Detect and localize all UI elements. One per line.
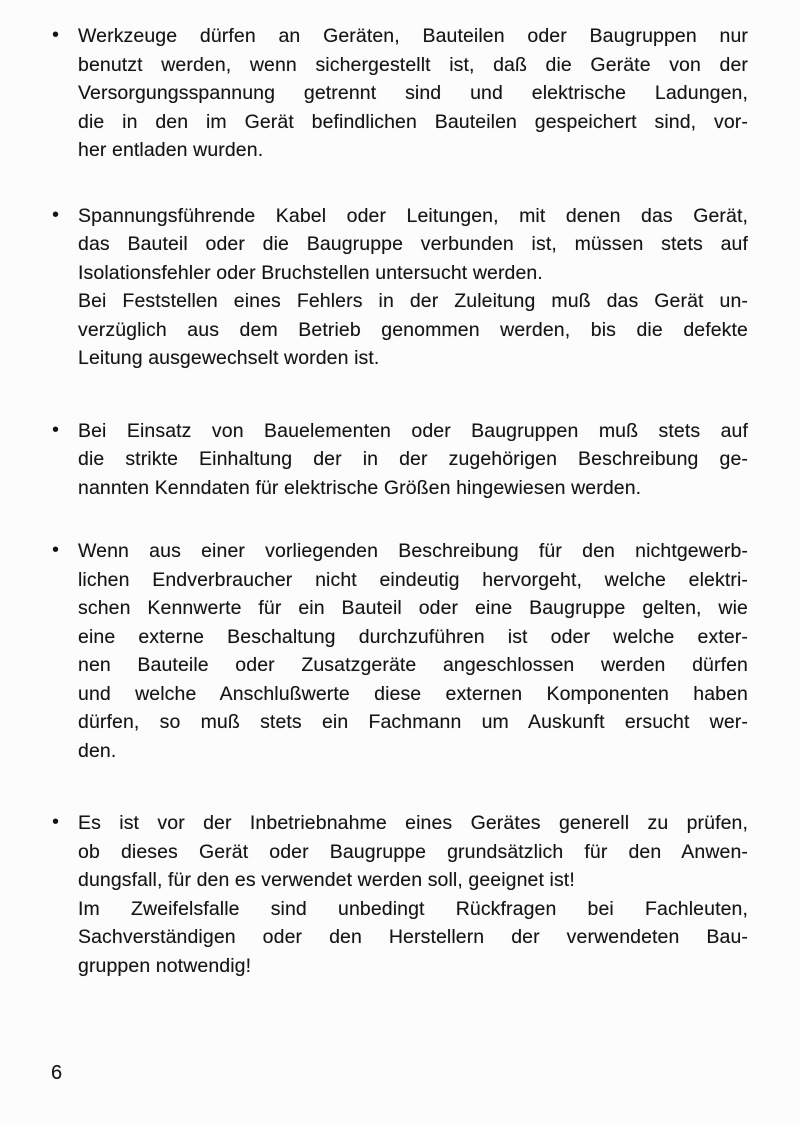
bullet-marker: • xyxy=(52,418,60,441)
text-line: dungsfall, für den es verwendet werden soll, geeignet ist! xyxy=(78,869,575,891)
text-line: Sachverständigen oder den Herstellern der verwendeten Bau- xyxy=(78,926,748,948)
text-line: verzüglich aus dem Betrieb genommen werden, bis die defekte xyxy=(78,318,748,341)
text-line: Versorgungsspannung getrennt sind und elektrische Ladungen, xyxy=(78,82,748,104)
text-line: Es ist vor der Inbetriebnahme eines Gerätes generell zu prüfen, xyxy=(78,812,748,834)
text-line: her entladen wurden. xyxy=(78,139,264,161)
text-line: Im Zweifelsfalle sind unbedingt Rückfragen bei Fachleuten, xyxy=(78,897,748,920)
text-line: die strikte Einhaltung der in der zugehörigen Beschreibung ge- xyxy=(78,448,748,470)
text-line: das Bauteil oder die Baugruppe verbunden ist, müssen stets auf xyxy=(78,233,748,255)
text-line: dürfen, so muß stets ein Fachmann um Auskunft ersucht wer- xyxy=(78,711,748,733)
text-line: Isolationsfehler oder Bruchstellen untersucht werden. xyxy=(78,261,543,284)
text-line: Bei Feststellen eines Fehlers in der Zuleitung muß das Gerät un- xyxy=(78,290,748,312)
bullet-marker: • xyxy=(52,203,60,226)
bullet-item-components xyxy=(52,417,748,503)
text-line: nen Bauteile oder Zusatzgeräte angeschlossen werden dürfen xyxy=(78,654,748,676)
bullet-item-commissioning xyxy=(52,809,748,980)
bullet-marker: • xyxy=(52,539,60,561)
text-line: Leitung ausgewechselt worden ist. xyxy=(78,347,380,369)
text-line: den. xyxy=(78,739,117,762)
page-number: 6 xyxy=(51,1062,63,1084)
text-line: die in den im Gerät befindlichen Bauteilen gespeichert sind, vor- xyxy=(78,110,748,133)
text-line: benutzt werden, wenn sichergestellt ist, daß die Geräte von der xyxy=(78,53,748,76)
text-line: ob dieses Gerät oder Baugruppe grundsätzlich für den Anwen- xyxy=(78,840,748,863)
text-line: eine externe Beschaltung durchzuführen ist oder welche exter- xyxy=(78,625,748,648)
text-line: lichen Endverbraucher nicht eindeutig hervorgeht, welche elektri- xyxy=(78,568,748,591)
bullet-marker: • xyxy=(52,24,60,46)
text-line: nannten Kenndaten für elektrische Größen hingewiesen werden. xyxy=(78,476,642,499)
text-line: gruppen notwendig! xyxy=(78,954,252,977)
text-line: Bei Einsatz von Bauelementen oder Baugruppen muß stets auf xyxy=(78,419,748,442)
text-line: Werkzeuge dürfen an Geräten, Bauteilen oder Baugruppen nur xyxy=(78,25,748,47)
text-line: schen Kennwerte für ein Bauteil oder eine Baugruppe gelten, wie xyxy=(78,597,748,619)
text-line: Spannungsführende Kabel oder Leitungen, mit denen das Gerät, xyxy=(78,204,748,227)
bullet-item-cables xyxy=(52,202,748,373)
text-column xyxy=(52,22,748,980)
bullet-marker: • xyxy=(52,811,60,833)
bullet-item-specifications xyxy=(52,537,748,765)
text-line: Wenn aus einer vorliegenden Beschreibung für den nichtgewerb- xyxy=(78,540,748,562)
text-line: und welche Anschlußwerte diese externen Komponenten haben xyxy=(78,682,748,705)
bullet-item-tools xyxy=(52,22,748,165)
